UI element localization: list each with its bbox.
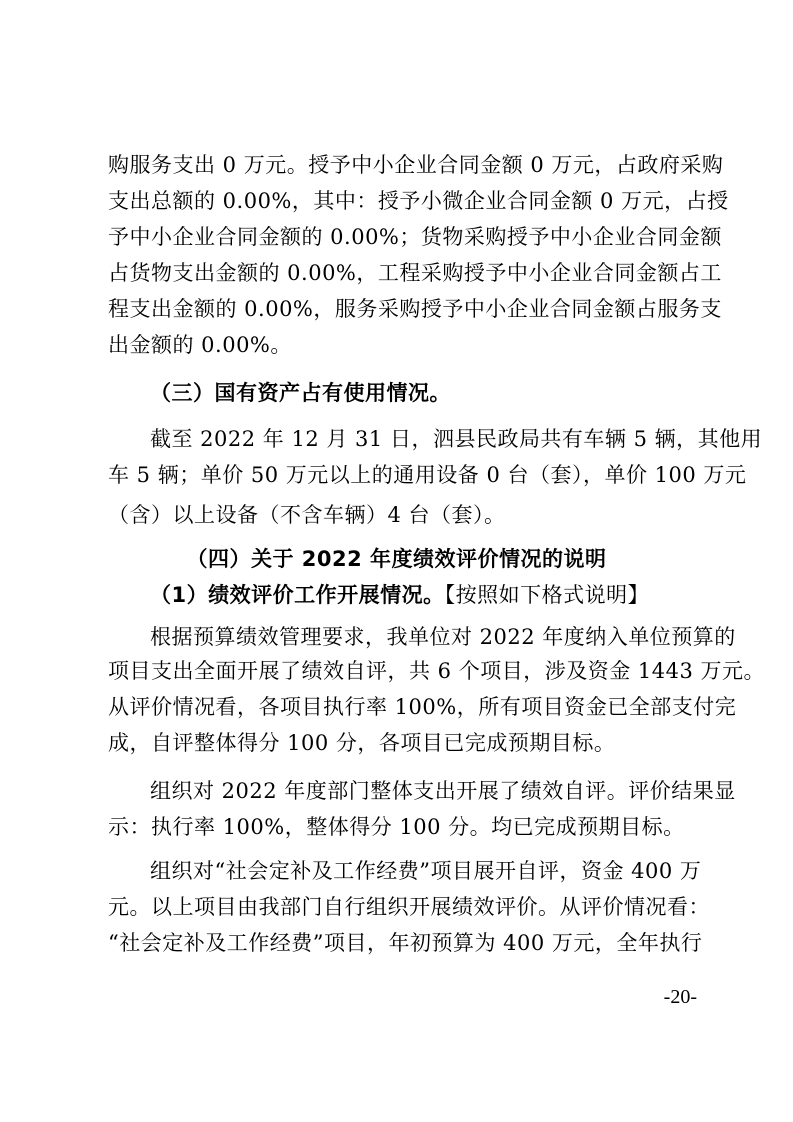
- paragraph-line: 组织对 2022 年度部门整体支出开展了绩效自评。评价结果显: [150, 779, 736, 803]
- paragraph-line: “社会定补及工作经费”项目，年初预算为 400 万元，全年执行: [108, 931, 703, 955]
- paragraph-line: 组织对“社会定补及工作经费”项目展开自评，资金 400 万: [150, 859, 702, 883]
- paragraph-line: 予中小企业合同金额的 0.00%；货物采购授予中小企业合同金额: [108, 225, 722, 249]
- paragraph-line: 占货物支出金额的 0.00%，工程采购授予中小企业合同金额占工: [108, 261, 722, 285]
- paragraph-line: 程支出金额的 0.00%，服务采购授予中小企业合同金额占服务支: [108, 297, 722, 321]
- page-number: -20-: [663, 986, 697, 1008]
- format-note: 【按照如下格式说明】: [444, 583, 650, 607]
- section-heading-performance: （四）关于 2022 年度绩效评价情况的说明: [186, 547, 607, 571]
- paragraph-line: 出金额的 0.00%。: [108, 333, 292, 357]
- paragraph-line: 示：执行率 100%，整体得分 100 分。均已完成预期目标。: [108, 815, 685, 839]
- paragraph-line: 项目支出全面开展了绩效自评，共 6 个项目，涉及资金 1443 万元。: [108, 659, 766, 683]
- paragraph-line: 车 5 辆；单价 50 万元以上的通用设备 0 台（套），单价 100 万元: [108, 463, 747, 487]
- paragraph-line: 元。以上项目由我部门自行组织开展绩效评价。从评价情况看：: [108, 895, 710, 919]
- paragraph-line: 成，自评整体得分 100 分，各项目已完成预期目标。: [108, 731, 616, 755]
- paragraph-line: 从评价情况看，各项目执行率 100%，所有项目资金已全部支付完: [108, 695, 737, 719]
- paragraph-line: （含）以上设备（不含车辆）4 台（套）。: [108, 503, 506, 527]
- subsection-heading: （1）绩效评价工作开展情况。: [150, 583, 445, 607]
- paragraph-line: 截至 2022 年 12 月 31 日，泗县民政局共有车辆 5 辆，其他用: [150, 427, 763, 451]
- subsection-heading-line: [150, 580, 708, 610]
- paragraph-line: 购服务支出 0 万元。授予中小企业合同金额 0 万元，占政府采购: [108, 153, 724, 177]
- section-heading-assets: （三）国有资产占有使用情况。: [150, 381, 451, 405]
- paragraph-line: 支出总额的 0.00%，其中：授予小微企业合同金额 0 万元，占授: [108, 189, 729, 213]
- paragraph-line: 根据预算绩效管理要求，我单位对 2022 年度纳入单位预算的: [150, 625, 736, 649]
